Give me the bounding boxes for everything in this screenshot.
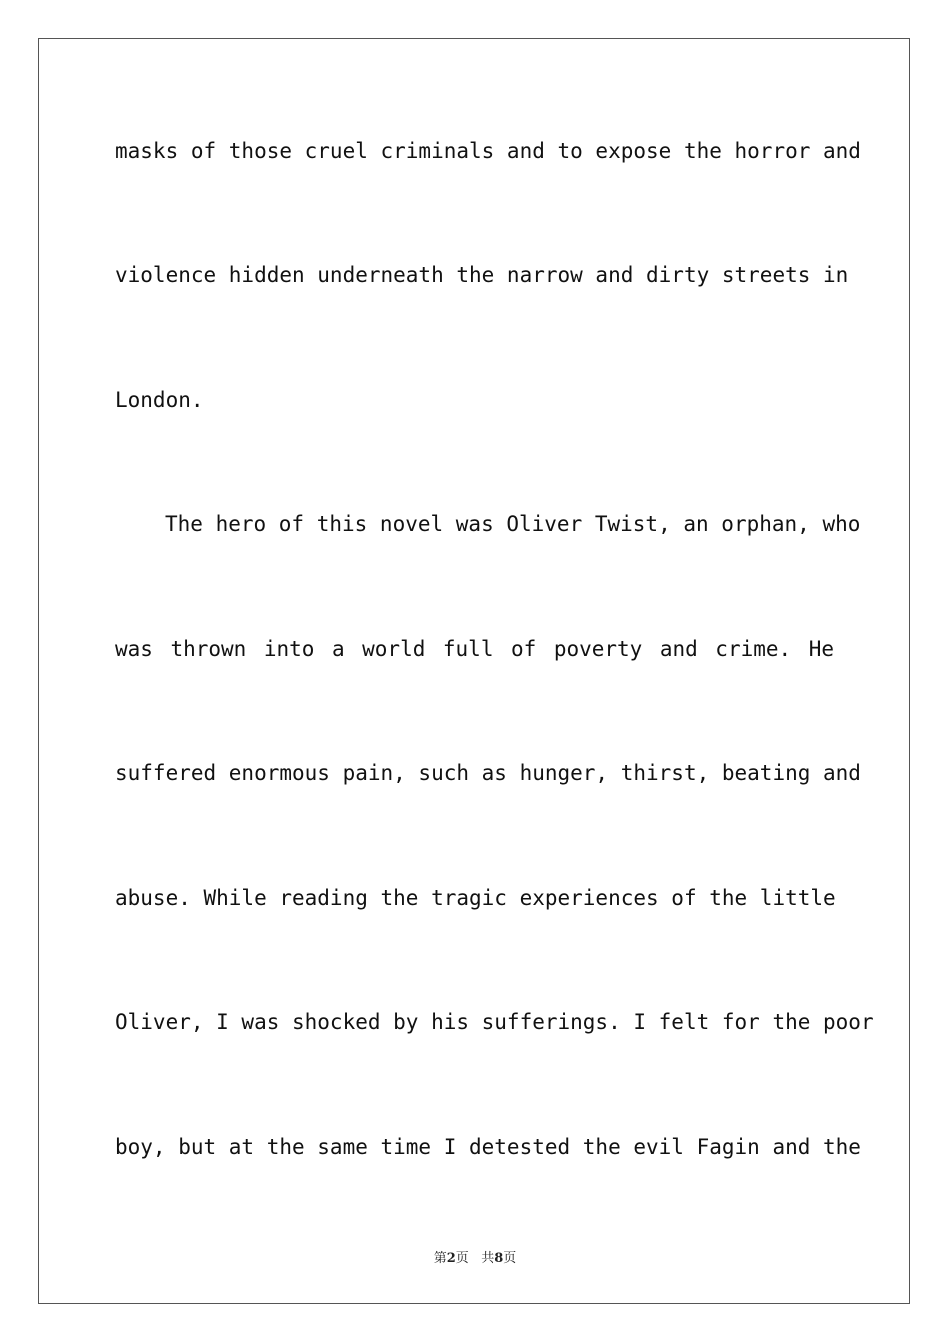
body-text-line-5: was thrown into a world full of poverty and crime. He [115, 637, 834, 661]
page-prefix: 第 [433, 1251, 447, 1266]
page-number: 2 [446, 1251, 456, 1266]
body-text-line-8: Oliver, I was shocked by his sufferings. I felt for the poor [115, 1010, 874, 1034]
body-text-line-1: masks of those cruel criminals and to expose the horror and [115, 139, 861, 163]
total-prefix: 共 [481, 1251, 495, 1266]
body-text-line-9: boy, but at the same time I detested the evil Fagin and the [115, 1135, 861, 1159]
body-text-line-4: The hero of this novel was Oliver Twist, an orphan, who [165, 512, 861, 536]
body-text-line-7: abuse. While reading the tragic experiences of the little [115, 886, 836, 910]
body-text-line-3: London. [115, 388, 204, 412]
body-text-line-6: suffered enormous pain, such as hunger, thirst, beating and [115, 761, 861, 785]
body-text-line-2: violence hidden underneath the narrow and dirty streets in [115, 263, 849, 287]
page-footer [0, 1247, 950, 1266]
total-suffix: 页 [503, 1251, 517, 1266]
page-frame [38, 38, 910, 1304]
page-suffix: 页 [455, 1251, 469, 1266]
total-pages: 8 [494, 1251, 504, 1266]
